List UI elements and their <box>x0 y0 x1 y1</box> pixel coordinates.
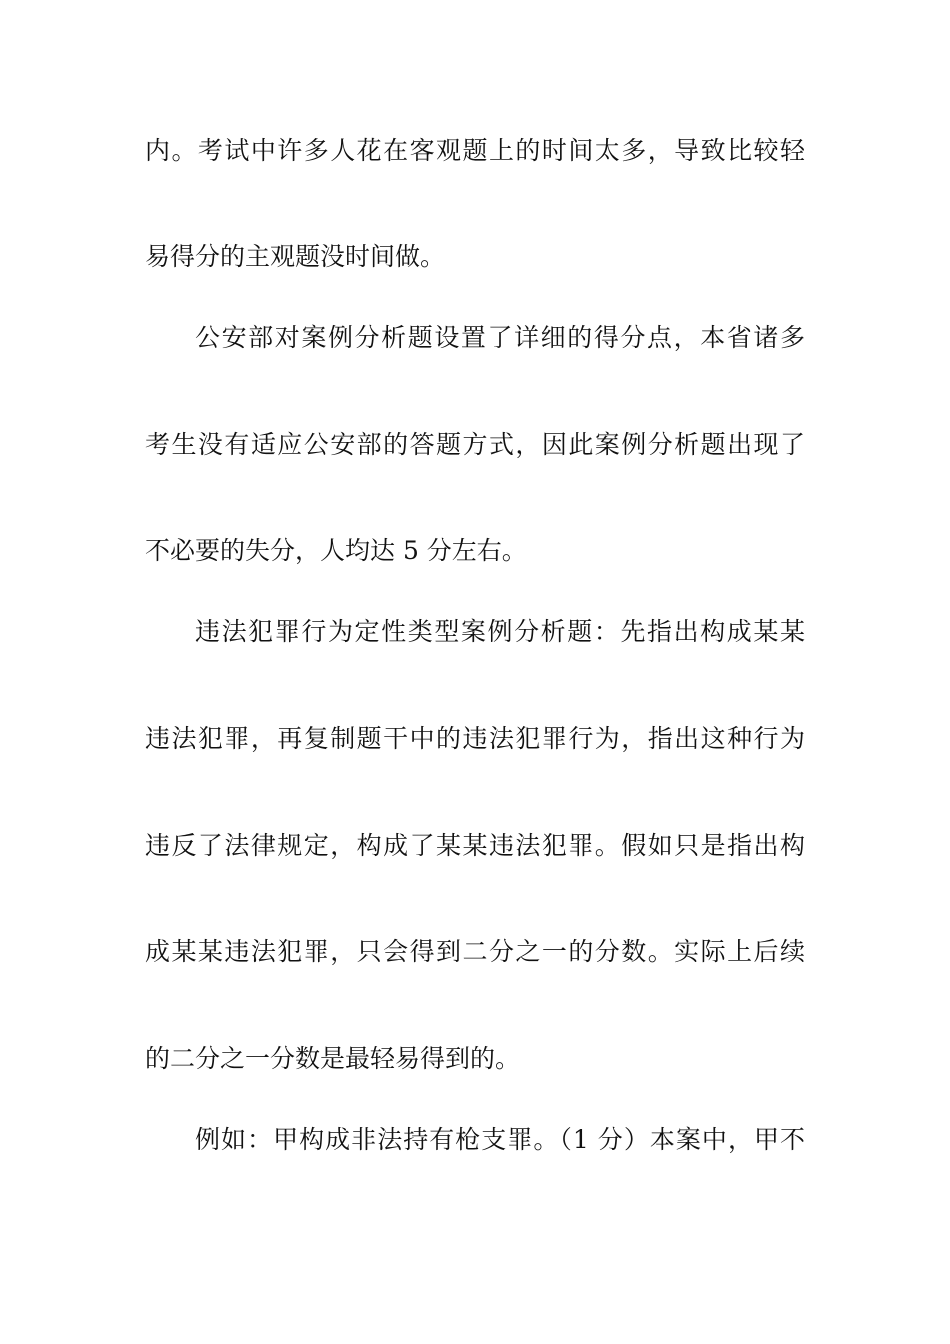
text-line: 考生没有适应公安部的答题方式，因此案例分析题出现了 <box>145 430 805 459</box>
text-line: 的二分之一分数是最轻易得到的。 <box>145 1044 521 1073</box>
text-line: 违反了法律规定，构成了某某违法犯罪。假如只是指出构 <box>145 831 805 860</box>
text-line: 公安部对案例分析题设置了详细的得分点，本省诸多 <box>195 323 805 352</box>
text-line: 成某某违法犯罪，只会得到二分之一的分数。实际上后续 <box>145 937 805 966</box>
text-line: 例如：甲构成非法持有枪支罪。（1 分）本案中，甲不 <box>195 1125 805 1154</box>
text-line: 违法犯罪行为定性类型案例分析题：先指出构成某某 <box>195 617 805 646</box>
text-line: 内。考试中许多人花在客观题上的时间太多，导致比较轻 <box>145 136 805 165</box>
text-line: 违法犯罪，再复制题干中的违法犯罪行为，指出这种行为 <box>145 724 805 753</box>
text-line: 易得分的主观题没时间做。 <box>145 242 446 271</box>
text-line: 不必要的失分，人均达 5 分左右。 <box>145 536 527 565</box>
